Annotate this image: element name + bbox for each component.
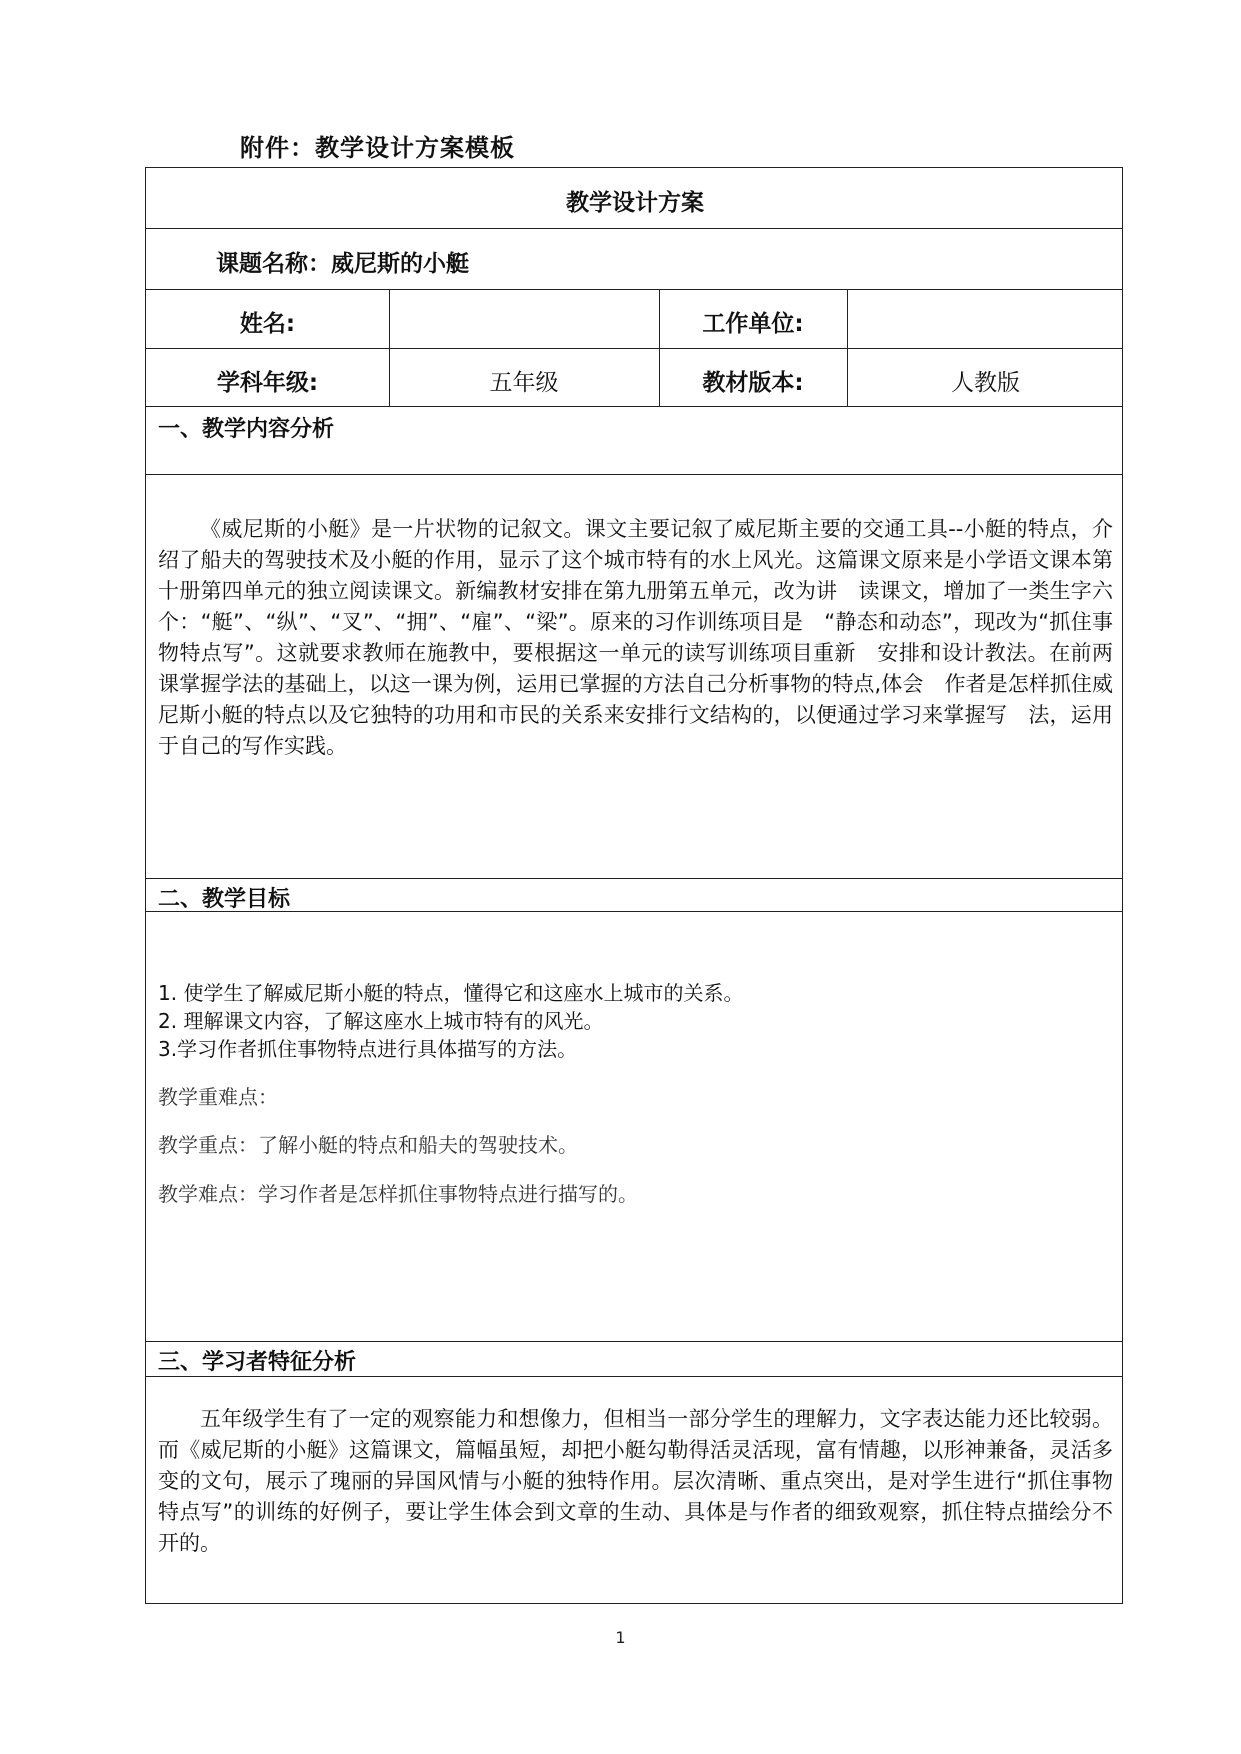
row-divider <box>146 911 1122 912</box>
content-analysis-text: 《威尼斯的小艇》是一片状物的记叙文。课文主要记叙了威尼斯主要的交通工具--小艇的特点，介绍了船夫的驾驶技术及小艇的作用，显示了这个城市特有的水上风光。这篇课文原来是小学语文课本第十册第四单元的独立阅读课文。新编教材安排在第九册第五单元，改为讲 读课文，增加了一类生字六个：“艇”、“纵”、“叉”、“拥”、“雇”、“梁”。原来的习作训练项目是 “静态和动态”，现改为“抓住事物特点写”。这就要求教师在施教中，要根据这一单元的读写训练项目重新 安排和设计教法。在前两课掌握学法的基础上，以这一课为例，运用已掌握的方法自己分析事物的特点,体会 作者是怎样抓住威尼斯小艇的特点以及它独特的功用和市民的关系来安排行文结构的，以便通过学习来掌握写 法，运用于自己的写作实践。 <box>158 517 1113 758</box>
section-objectives-title: 二、教学目标 <box>158 887 291 912</box>
learner-analysis-text: 五年级学生有了一定的观察能力和想像力，但相当一部分学生的理解力，文字表达能力还比较弱。而《威尼斯的小艇》这篇课文，篇幅虽短，却把小艇勾勒得活灵活现，富有情趣，以形神兼备，灵活多变的文句，展示了瑰丽的异国风情与小艇的独特作用。层次清晰、重点突出，是对学生进行“抓住事物特点写”的训练的好例子，要让学生体会到文章的生动、具体是与作者的细致观察，抓住特点描绘分不开的。 <box>158 1407 1113 1555</box>
row-divider <box>146 228 1122 229</box>
column-divider <box>389 289 390 406</box>
row-divider <box>146 878 1122 879</box>
row-divider <box>146 1341 1122 1342</box>
key-point: 教学重点：了解小艇的特点和船夫的驾驶技术。 <box>158 1133 578 1157</box>
work-unit-label: 工作单位: <box>702 311 804 337</box>
row-divider <box>146 1376 1122 1377</box>
subject-grade-value: 五年级 <box>489 370 559 396</box>
subject-grade-label: 学科年级: <box>216 370 319 396</box>
form-heading: 教学设计方案 <box>566 190 704 216</box>
row-divider <box>146 406 1122 407</box>
objective-item: 2. 理解课文内容，了解这座水上城市特有的风光。 <box>158 1009 604 1033</box>
objective-item: 1. 使学生了解威尼斯小艇的特点，懂得它和这座水上城市的关系。 <box>158 981 744 1005</box>
attachment-title: 附件：教学设计方案模板 <box>240 134 515 162</box>
textbook-label: 教材版本: <box>702 370 804 396</box>
column-divider <box>847 289 848 406</box>
objective-item: 3.学习作者抓住事物特点进行具体描写的方法。 <box>158 1037 578 1061</box>
column-divider <box>659 289 660 406</box>
textbook-value: 人教版 <box>951 370 1020 396</box>
key-difficult-title: 教学重难点： <box>158 1085 278 1109</box>
topic-title: 课题名称：威尼斯的小艇 <box>216 251 469 277</box>
section-learner-analysis-title: 三、学习者特征分析 <box>158 1350 357 1375</box>
row-divider <box>146 474 1122 475</box>
page-number: 1 <box>615 1628 626 1647</box>
lesson-plan-form <box>145 167 1123 1604</box>
row-divider <box>146 348 1122 349</box>
name-label: 姓名: <box>239 311 296 337</box>
objectives-list <box>158 979 1113 1063</box>
row-divider <box>146 289 1122 290</box>
section-content-analysis-title: 一、教学内容分析 <box>158 417 335 442</box>
difficult-point: 教学难点：学习作者是怎样抓住事物特点进行描写的。 <box>158 1182 638 1206</box>
